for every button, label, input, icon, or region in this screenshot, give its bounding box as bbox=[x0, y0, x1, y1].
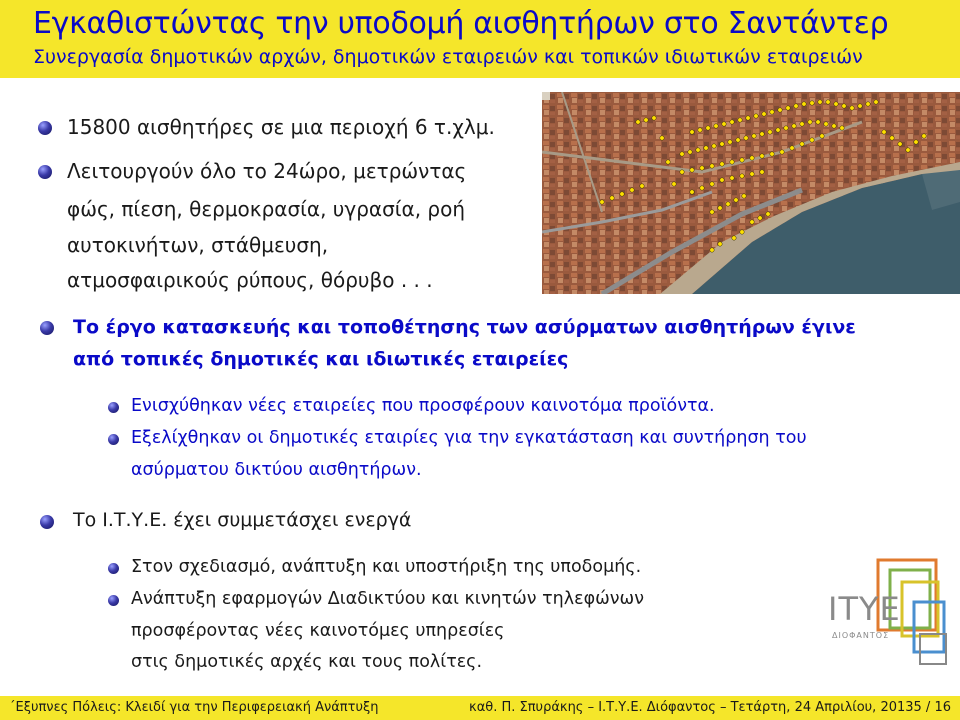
sub-bullet-new-companies: Ενισχύθηκαν νέες εταιρείες που προσφέρουν καινοτόμα προϊόντα. bbox=[131, 396, 715, 416]
slide-subtitle: Συνεργασία δημοτικών αρχών, δημοτικών εταιρειών και τοπικών ιδιωτικών εταιρειών bbox=[33, 46, 863, 68]
slide-footer bbox=[0, 696, 960, 720]
sub-bullet-icon bbox=[108, 402, 119, 413]
bullet-measurements-line: ατμοσφαιρικούς ρύπους, θόρυβο . . . bbox=[67, 268, 433, 292]
bullet-measurements-line: Λειτουργούν όλο το 24ώρο, μετρώντας bbox=[67, 159, 467, 183]
sub-bullet-applications-line: Ανάπτυξη εφαρμογών Διαδικτύου και κινητών τηλεφώνων bbox=[131, 589, 644, 609]
sub-bullet-applications-line: προσφέροντας νέες καινοτόμες υπηρεσίες bbox=[131, 621, 505, 641]
bullet-icon bbox=[40, 321, 54, 335]
bullet-construction-line: από τοπικές δημοτικές και ιδιωτικές εταιρείες bbox=[73, 348, 569, 370]
bullet-itye-participation: Το Ι.Τ.Υ.Ε. έχει συμμετάσχει ενεργά bbox=[73, 509, 412, 531]
bullet-icon bbox=[38, 121, 52, 135]
sub-bullet-icon bbox=[108, 595, 119, 606]
sub-bullet-municipal-companies-line: Εξελίχθηκαν οι δημοτικές εταιρίες για την εγκατάσταση και συντήρηση του bbox=[131, 428, 807, 448]
sensor-map-image bbox=[542, 92, 960, 294]
sub-bullet-icon bbox=[108, 434, 119, 445]
footer-page-number: 5 / 16 bbox=[913, 700, 951, 715]
slide-title: Εγκαθιστώντας την υποδομή αισθητήρων στο Σαντάντερ bbox=[33, 6, 889, 41]
sub-bullet-icon bbox=[108, 563, 119, 574]
sub-bullet-design: Στον σχεδιασμό, ανάπτυξη και υποστήριξη της υποδομής. bbox=[131, 557, 642, 577]
bullet-construction-line: Το έργο κατασκευής και τοποθέτησης των ασύρματων αισθητήρων έγινε bbox=[73, 316, 856, 338]
footer-talk-title: ΄Εξυπνες Πόλεις: Κλειδί για την Περιφερειακή Ανάπτυξη bbox=[0, 696, 459, 720]
footer-author-info bbox=[459, 696, 960, 720]
bullet-icon bbox=[40, 515, 54, 529]
bullet-measurements-line: αυτοκινήτων, στάθμευση, bbox=[67, 233, 329, 257]
itye-diofantos-logo bbox=[820, 552, 955, 677]
logo-text-sub: ΔΙΟΦΑΝΤΟΣ bbox=[832, 631, 890, 640]
logo-text-main: ΙΤΥΕ bbox=[828, 590, 901, 628]
bullet-icon bbox=[38, 165, 52, 179]
bullet-sensor-count: 15800 αισθητήρες σε μια περιοχή 6 τ.χλμ. bbox=[67, 115, 495, 139]
slide-header bbox=[0, 0, 960, 78]
bullet-measurements-line: φώς, πίεση, θερμοκρασία, υγρασία, ροή bbox=[67, 197, 466, 221]
footer-author-date: καθ. Π. Σπυράκης – Ι.Τ.Υ.Ε. Διόφαντος – Τετάρτη, 24 Απριλίου, 2013 bbox=[469, 700, 914, 715]
sub-bullet-applications-line: στις δημοτικές αρχές και τους πολίτες. bbox=[131, 652, 483, 672]
sub-bullet-municipal-companies-line: ασύρματου δικτύου αισθητήρων. bbox=[131, 460, 422, 480]
